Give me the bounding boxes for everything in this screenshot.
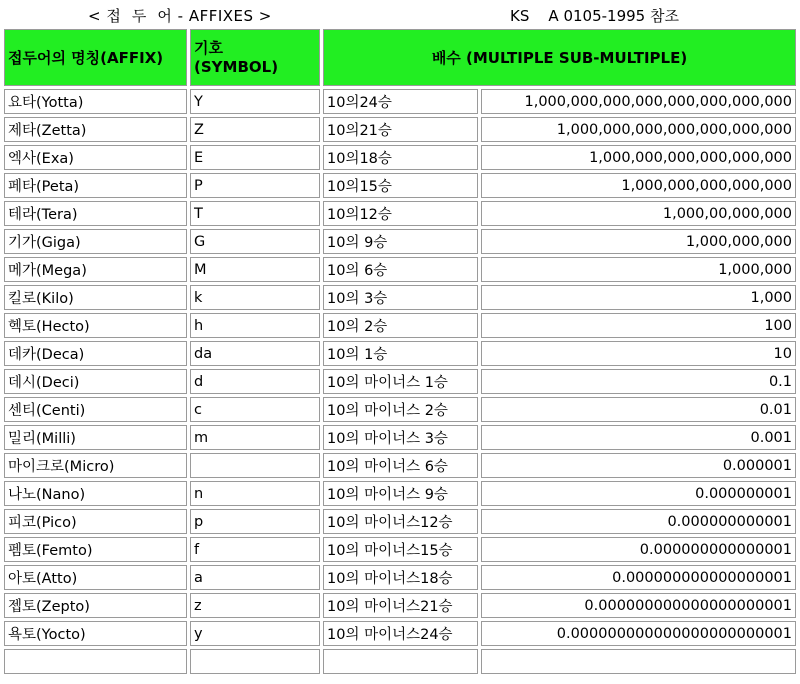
symbol-cell: k [190, 285, 320, 310]
affix-name-cell: 킬로(Kilo) [4, 285, 187, 310]
symbol-cell: E [190, 145, 320, 170]
multiple-value-cell: 0.1 [481, 369, 796, 394]
symbol-cell: T [190, 201, 320, 226]
power-cell [323, 649, 478, 674]
power-cell: 10의 마이너스24승 [323, 621, 478, 646]
power-cell: 10의 마이너스 2승 [323, 397, 478, 422]
power-cell: 10의 2승 [323, 313, 478, 338]
symbol-cell: d [190, 369, 320, 394]
affix-name-cell: 메가(Mega) [4, 257, 187, 282]
power-cell: 10의 마이너스 3승 [323, 425, 478, 450]
affix-name-cell: 제타(Zetta) [4, 117, 187, 142]
affix-name-cell: 센티(Centi) [4, 397, 187, 422]
table-row [4, 621, 796, 646]
symbol-cell: M [190, 257, 320, 282]
power-cell: 10의15승 [323, 173, 478, 198]
table-row [4, 145, 796, 170]
affix-name-cell: 욕토(Yocto) [4, 621, 187, 646]
table-row [4, 649, 796, 674]
table-body [4, 89, 796, 674]
multiple-value-cell: 1,000,00,000,000 [481, 201, 796, 226]
multiple-value-cell: 1,000,000,000,000,000,000,000,000 [481, 89, 796, 114]
multiple-value-cell: 0.001 [481, 425, 796, 450]
affix-name-cell: 데시(Deci) [4, 369, 187, 394]
affix-name-cell: 데카(Deca) [4, 341, 187, 366]
symbol-cell: Z [190, 117, 320, 142]
table-row [4, 397, 796, 422]
table-row [4, 537, 796, 562]
table-row [4, 593, 796, 618]
multiple-value-cell: 1,000,000,000,000,000,000,000 [481, 117, 796, 142]
affix-name-cell: 헥토(Hecto) [4, 313, 187, 338]
affix-name-cell: 요타(Yotta) [4, 89, 187, 114]
affix-name-cell: 젭토(Zepto) [4, 593, 187, 618]
symbol-cell: Y [190, 89, 320, 114]
table-row [4, 565, 796, 590]
table-row [4, 89, 796, 114]
multiple-value-cell: 100 [481, 313, 796, 338]
affix-name-cell: 아토(Atto) [4, 565, 187, 590]
symbol-cell [190, 453, 320, 478]
multiple-value-cell [481, 649, 796, 674]
symbol-cell: p [190, 509, 320, 534]
multiple-value-cell: 1,000,000,000,000,000 [481, 173, 796, 198]
power-cell: 10의 마이너스12승 [323, 509, 478, 534]
symbol-cell: y [190, 621, 320, 646]
table-row [4, 509, 796, 534]
table-row [4, 201, 796, 226]
table-row [4, 453, 796, 478]
table-row [4, 369, 796, 394]
affix-name-cell: 나노(Nano) [4, 481, 187, 506]
affix-name-cell: 테라(Tera) [4, 201, 187, 226]
symbol-cell: h [190, 313, 320, 338]
header-symbol-english: (SYMBOL) [194, 57, 279, 76]
power-cell: 10의21승 [323, 117, 478, 142]
affix-name-cell: 피코(Pico) [4, 509, 187, 534]
table-row [4, 313, 796, 338]
power-cell: 10의 마이너스18승 [323, 565, 478, 590]
symbol-cell: G [190, 229, 320, 254]
power-cell: 10의24승 [323, 89, 478, 114]
multiple-value-cell: 1,000 [481, 285, 796, 310]
header-affix-name: 접두어의 명칭(AFFIX) [4, 29, 187, 86]
power-cell: 10의 9승 [323, 229, 478, 254]
title-row [0, 0, 800, 26]
power-cell: 10의 마이너스 6승 [323, 453, 478, 478]
multiple-value-cell: 0.000000000000000001 [481, 565, 796, 590]
power-cell: 10의 6승 [323, 257, 478, 282]
table-title: < 접 두 어 - AFFIXES > [88, 7, 272, 25]
symbol-cell [190, 649, 320, 674]
multiple-value-cell: 0.000000000000001 [481, 537, 796, 562]
symbol-cell: n [190, 481, 320, 506]
table-row [4, 425, 796, 450]
table-row [4, 341, 796, 366]
affix-table [1, 26, 799, 677]
standard-reference: KS A 0105-1995 참조 [510, 7, 679, 25]
affix-name-cell: 펨토(Femto) [4, 537, 187, 562]
symbol-cell: f [190, 537, 320, 562]
table-row [4, 481, 796, 506]
multiple-value-cell: 1,000,000 [481, 257, 796, 282]
power-cell: 10의 마이너스15승 [323, 537, 478, 562]
power-cell: 10의 마이너스 9승 [323, 481, 478, 506]
header-symbol [190, 29, 320, 86]
multiple-value-cell: 0.01 [481, 397, 796, 422]
header-multiple: 배수 (MULTIPLE SUB-MULTIPLE) [323, 29, 796, 86]
affix-name-cell [4, 649, 187, 674]
symbol-cell: c [190, 397, 320, 422]
table-row [4, 285, 796, 310]
power-cell: 10의 마이너스21승 [323, 593, 478, 618]
affix-name-cell: 마이크로(Micro) [4, 453, 187, 478]
affix-name-cell: 밀리(Milli) [4, 425, 187, 450]
affix-name-cell: 페타(Peta) [4, 173, 187, 198]
multiple-value-cell: 0.000000000000000000000001 [481, 621, 796, 646]
affix-name-cell: 엑사(Exa) [4, 145, 187, 170]
table-row [4, 173, 796, 198]
symbol-cell: P [190, 173, 320, 198]
header-row [4, 29, 796, 86]
multiple-value-cell: 0.000001 [481, 453, 796, 478]
power-cell: 10의 1승 [323, 341, 478, 366]
symbol-cell: da [190, 341, 320, 366]
multiple-value-cell: 0.000000000001 [481, 509, 796, 534]
power-cell: 10의 마이너스 1승 [323, 369, 478, 394]
multiple-value-cell: 0.000000001 [481, 481, 796, 506]
header-symbol-korean: 기호 [194, 38, 223, 57]
affix-name-cell: 기가(Giga) [4, 229, 187, 254]
multiple-value-cell: 0.000000000000000000001 [481, 593, 796, 618]
symbol-cell: a [190, 565, 320, 590]
symbol-cell: z [190, 593, 320, 618]
table-row [4, 117, 796, 142]
power-cell: 10의12승 [323, 201, 478, 226]
symbol-cell: m [190, 425, 320, 450]
power-cell: 10의 3승 [323, 285, 478, 310]
multiple-value-cell: 1,000,000,000,000,000,000 [481, 145, 796, 170]
table-row [4, 229, 796, 254]
multiple-value-cell: 10 [481, 341, 796, 366]
table-row [4, 257, 796, 282]
multiple-value-cell: 1,000,000,000 [481, 229, 796, 254]
power-cell: 10의18승 [323, 145, 478, 170]
